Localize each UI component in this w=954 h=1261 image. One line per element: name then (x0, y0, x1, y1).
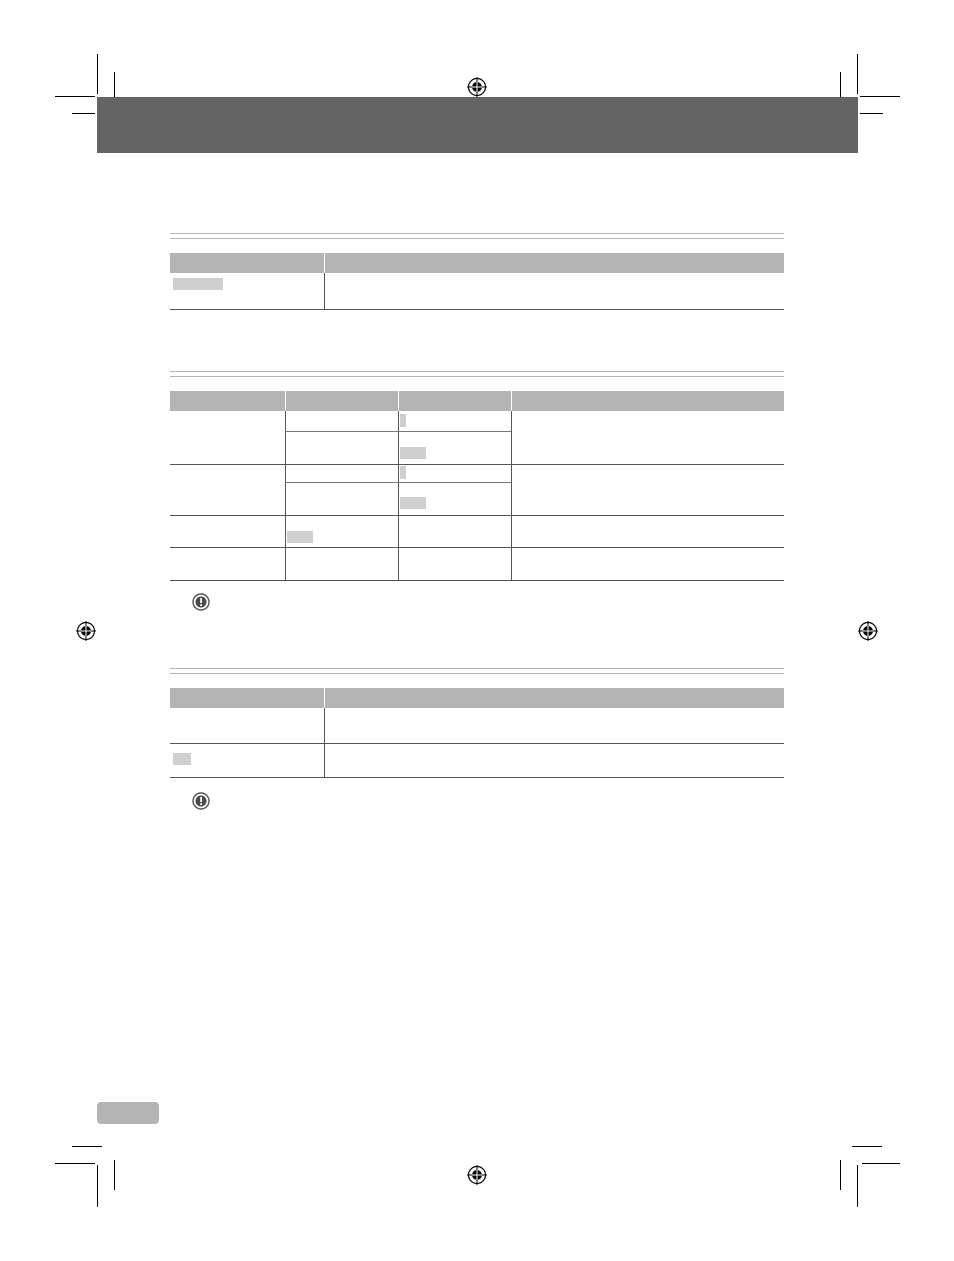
registration-mark-icon (467, 1165, 487, 1185)
table-bottom-rule (170, 580, 784, 581)
crop-mark (860, 96, 900, 97)
crop-mark (97, 1165, 98, 1207)
table-header (170, 688, 784, 708)
page-header-bar (97, 97, 858, 153)
column-divider (324, 273, 325, 309)
registration-mark-icon (858, 621, 878, 641)
crop-mark (857, 1165, 858, 1207)
option-chip (400, 466, 406, 479)
table-header-divider (285, 391, 286, 411)
row-rule (285, 482, 511, 483)
crop-mark (72, 1146, 102, 1147)
crop-mark (840, 1160, 841, 1190)
row-rule (170, 515, 784, 516)
row-rule (285, 431, 511, 432)
row-rule (170, 464, 784, 465)
caution-icon (192, 593, 210, 611)
table-bottom-rule (170, 309, 784, 310)
crop-mark (860, 113, 883, 114)
crop-mark (852, 1146, 882, 1147)
option-chip (400, 497, 426, 509)
table-header (170, 391, 784, 411)
registration-mark-icon (467, 77, 487, 97)
table-header-divider (324, 253, 325, 273)
option-chip (173, 753, 191, 765)
table-header-divider (511, 391, 512, 411)
option-chip (400, 414, 406, 427)
option-chip (173, 278, 223, 290)
table-header-divider (398, 391, 399, 411)
crop-mark (97, 54, 98, 94)
row-rule (170, 743, 784, 744)
section-rule (170, 668, 784, 674)
section-rule (170, 233, 784, 239)
crop-mark (72, 113, 95, 114)
crop-mark (55, 96, 95, 97)
caution-icon (192, 792, 210, 810)
page-number-tab (97, 1102, 159, 1124)
column-divider (511, 411, 512, 580)
column-divider (398, 411, 399, 580)
table-header (170, 253, 784, 273)
crop-mark (862, 1163, 900, 1164)
table-bottom-rule (170, 777, 784, 778)
section-rule (170, 371, 784, 377)
option-chip (287, 531, 313, 543)
option-chip (400, 447, 426, 459)
table-header-divider (324, 688, 325, 708)
column-divider (285, 411, 286, 580)
crop-mark (55, 1163, 95, 1164)
registration-mark-icon (76, 621, 96, 641)
crop-mark (857, 54, 858, 94)
crop-mark (114, 1160, 115, 1190)
row-rule (170, 547, 784, 548)
